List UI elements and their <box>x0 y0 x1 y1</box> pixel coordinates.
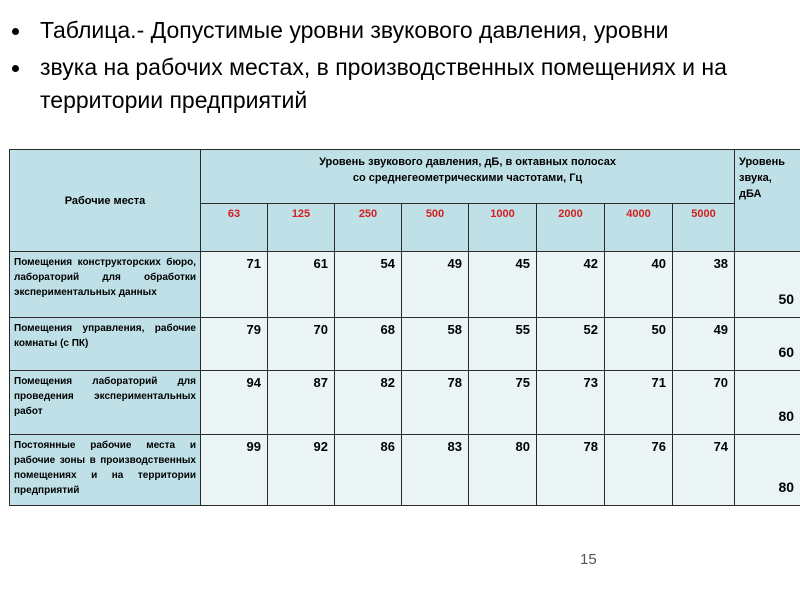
header-sound-level <box>735 150 800 252</box>
value-cell: 73 <box>537 371 605 435</box>
table-row <box>10 435 800 506</box>
value-cell: 61 <box>268 252 335 318</box>
bullet-dot-icon <box>12 65 19 72</box>
header-workplace-label: Рабочие места <box>64 194 146 207</box>
value-cell: 40 <box>605 252 673 318</box>
value-cell: 76 <box>605 435 673 506</box>
value-cell: 74 <box>673 435 735 506</box>
value-cell: 79 <box>201 318 268 371</box>
value-cell: 92 <box>268 435 335 506</box>
sound-level-cell: 80 <box>735 435 800 506</box>
page-number: 15 <box>580 551 597 568</box>
freq-header: 500 <box>402 204 469 252</box>
freq-header: 2000 <box>537 204 605 252</box>
freq-header: 63 <box>201 204 268 252</box>
table-row <box>10 252 800 318</box>
noise-levels-table <box>9 149 800 506</box>
bullet-dot-icon <box>12 28 19 35</box>
value-cell: 55 <box>469 318 537 371</box>
bullet-text: звука на рабочих местах, в производственных помещениях и на территории предприятий <box>40 54 727 113</box>
value-cell: 83 <box>402 435 469 506</box>
value-cell: 70 <box>268 318 335 371</box>
value-cell: 86 <box>335 435 402 506</box>
freq-header: 125 <box>268 204 335 252</box>
freq-header: 5000 <box>673 204 735 252</box>
workplace-cell: Помещения управления, рабочие комнаты (с ПК) <box>10 318 201 371</box>
header-sound-level-label: Уровень звука, дБА <box>739 156 786 200</box>
header-pressure <box>201 150 735 204</box>
value-cell: 68 <box>335 318 402 371</box>
value-cell: 58 <box>402 318 469 371</box>
value-cell: 80 <box>469 435 537 506</box>
value-cell: 52 <box>537 318 605 371</box>
value-cell: 75 <box>469 371 537 435</box>
bullet-text: Таблица.- Допустимые уровни звукового давления, уровни <box>40 17 669 43</box>
sound-level-cell: 60 <box>735 318 800 371</box>
sound-level-cell: 80 <box>735 371 800 435</box>
header-pressure-line2: со среднегеометрическими частотами, Гц <box>352 172 583 184</box>
freq-header: 1000 <box>469 204 537 252</box>
workplace-cell: Постоянные рабочие места и рабочие зоны в производственных помещениях и на территории предприятий <box>10 435 201 506</box>
table-row <box>10 371 800 435</box>
workplace-cell: Помещения лабораторий для проведения экспериментальных работ <box>10 371 201 435</box>
value-cell: 82 <box>335 371 402 435</box>
value-cell: 71 <box>605 371 673 435</box>
value-cell: 38 <box>673 252 735 318</box>
workplace-cell: Помещения конструкторских бюро, лабораторий для обработки экспериментальных данных <box>10 252 201 318</box>
value-cell: 87 <box>268 371 335 435</box>
freq-header: 250 <box>335 204 402 252</box>
bullet-item <box>10 14 790 47</box>
freq-header: 4000 <box>605 204 673 252</box>
value-cell: 50 <box>605 318 673 371</box>
value-cell: 94 <box>201 371 268 435</box>
table-row <box>10 318 800 371</box>
value-cell: 49 <box>402 252 469 318</box>
bullet-item <box>10 51 790 117</box>
header-pressure-line1: Уровень звукового давления, дБ, в октавных полосах <box>319 156 616 168</box>
value-cell: 54 <box>335 252 402 318</box>
value-cell: 70 <box>673 371 735 435</box>
value-cell: 71 <box>201 252 268 318</box>
value-cell: 99 <box>201 435 268 506</box>
value-cell: 78 <box>402 371 469 435</box>
value-cell: 49 <box>673 318 735 371</box>
header-workplace <box>10 150 201 252</box>
value-cell: 42 <box>537 252 605 318</box>
bullet-list <box>10 14 790 117</box>
sound-level-cell: 50 <box>735 252 800 318</box>
value-cell: 78 <box>537 435 605 506</box>
value-cell: 45 <box>469 252 537 318</box>
